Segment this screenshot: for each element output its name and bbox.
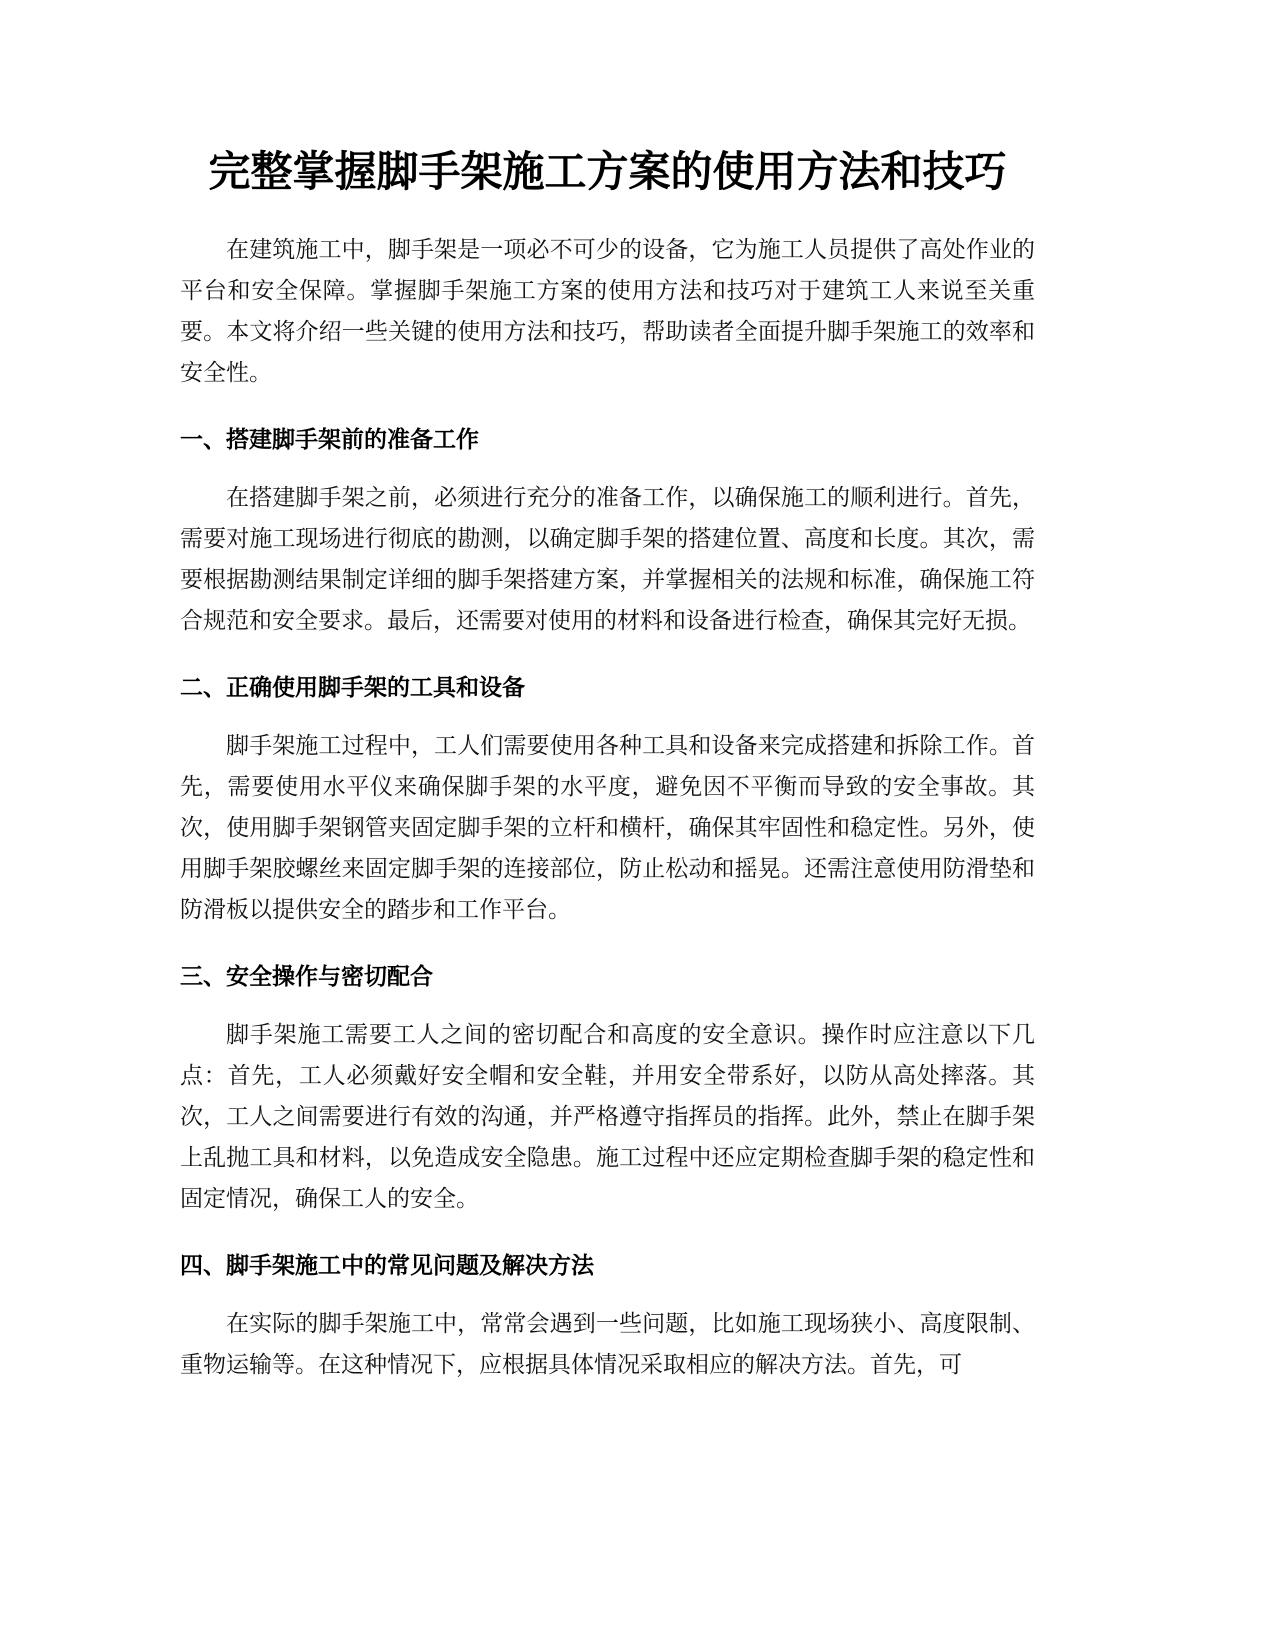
document-title: 完整掌握脚手架施工方案的使用方法和技巧 xyxy=(208,147,1007,196)
section-body-4: 在实际的脚手架施工中，常常会遇到一些问题，比如施工现场狭小、高度限制、重物运输等。在这种情况下，应根据具体情况采取相应的解决方法。首先，可 xyxy=(180,1311,1035,1378)
section-body-2: 脚手架施工过程中，工人们需要使用各种工具和设备来完成搭建和拆除工作。首先，需要使用水平仪来确保脚手架的水平度，避免因不平衡而导致的安全事故。其次，使用脚手架钢管夹固定脚手架的立杆和横杆，确保其牢固性和稳定性。另外，使用脚手架胶螺丝来固定脚手架的连接部位，防止松动和摇晃。还需注意使用防滑垫和防滑板以提供安全的踏步和工作平台。 xyxy=(180,733,1035,923)
document-page xyxy=(180,140,1035,1412)
section-heading-3: 三、安全操作与密切配合 xyxy=(180,964,433,990)
section-heading-2: 二、正确使用脚手架的工具和设备 xyxy=(180,675,525,701)
section-body-1: 在搭建脚手架之前，必须进行充分的准备工作，以确保施工的顺利进行。首先，需要对施工现场进行彻底的勘测，以确定脚手架的搭建位置、高度和长度。其次，需要根据勘测结果制定详细的脚手架搭建方案，并掌握相关的法规和标准，确保施工符合规范和安全要求。最后，还需要对使用的材料和设备进行检查，确保其完好无损。 xyxy=(180,485,1035,634)
section-heading-1: 一、搭建脚手架前的准备工作 xyxy=(180,427,479,453)
section-body-3: 脚手架施工需要工人之间的密切配合和高度的安全意识。操作时应注意以下几点：首先，工人必须戴好安全帽和安全鞋，并用安全带系好，以防从高处摔落。其次，工人之间需要进行有效的沟通，并严格遵守指挥员的指挥。此外，禁止在脚手架上乱抛工具和材料，以免造成安全隐患。施工过程中还应定期检查脚手架的稳定性和固定情况，确保工人的安全。 xyxy=(180,1022,1035,1212)
section-heading-4: 四、脚手架施工中的常见问题及解决方法 xyxy=(180,1253,594,1279)
intro-paragraph: 在建筑施工中，脚手架是一项必不可少的设备，它为施工人员提供了高处作业的平台和安全保障。掌握脚手架施工方案的使用方法和技巧对于建筑工人来说至关重要。本文将介绍一些关键的使用方法和技巧，帮助读者全面提升脚手架施工的效率和安全性。 xyxy=(180,237,1035,386)
